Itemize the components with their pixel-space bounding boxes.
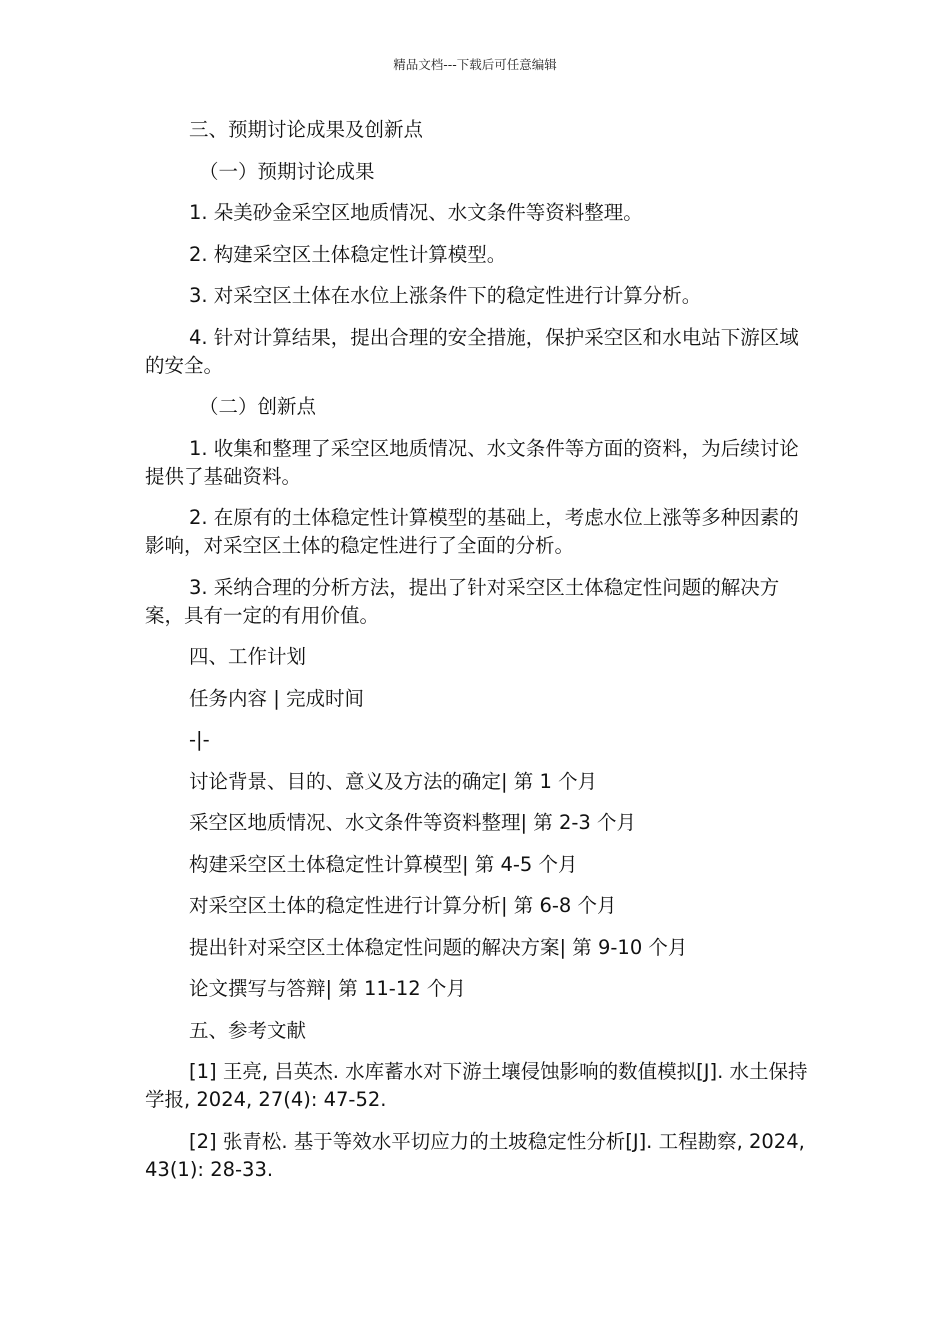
result-item-3: 3. 对采空区土体在水位上涨条件下的稳定性进行计算分析。 xyxy=(189,284,702,307)
subsection-heading-expected-results: （一）预期讨论成果 xyxy=(199,159,375,183)
section-heading-references: 五、参考文献 xyxy=(189,1018,307,1042)
innovation-item-3: 3. 采纳合理的分析方法，提出了针对采空区土体稳定性问题的解决方案，具有一定的有用价值。 xyxy=(145,575,780,627)
plan-table-separator: -|- xyxy=(189,728,210,751)
plan-table-header: 任务内容 | 完成时间 xyxy=(189,686,364,710)
result-item-1: 1. 朵美砂金采空区地质情况、水文条件等资料整理。 xyxy=(189,201,643,224)
result-item-2: 2. 构建采空区土体稳定性计算模型。 xyxy=(189,242,507,266)
plan-row-6: 论文撰写与答辩| 第 11-12 个月 xyxy=(189,977,466,1000)
section-heading-work-plan: 四、工作计划 xyxy=(189,645,307,668)
innovation-item-1: 1. 收集和整理了采空区地质情况、水文条件等方面的资料，为后续讨论提供了基础资料。 xyxy=(145,436,799,488)
plan-row-2: 采空区地质情况、水文条件等资料整理| 第 2-3 个月 xyxy=(189,811,637,834)
plan-row-5: 提出针对采空区土体稳定性问题的解决方案| 第 9-10 个月 xyxy=(189,935,688,959)
reference-item-2: [2] 张青松. 基于等效水平切应力的土坡稳定性分析[J]. 工程勘察, 2024, 43(1): 28-33. xyxy=(145,1129,805,1181)
reference-item-1: [1] 王亮, 吕英杰. 水库蓄水对下游土壤侵蚀影响的数值模拟[J]. 水土保持学报, 2024, 27(4): 47-52. xyxy=(145,1060,808,1111)
result-item-4: 4. 针对计算结果，提出合理的安全措施，保护采空区和水电站下游区域的安全。 xyxy=(145,325,799,377)
plan-row-1: 讨论背景、目的、意义及方法的确定| 第 1 个月 xyxy=(189,769,598,793)
section-heading-expected-results: 三、预期讨论成果及创新点 xyxy=(189,118,424,141)
innovation-item-2: 2. 在原有的土体稳定性计算模型的基础上，考虑水位上涨等多种因素的影响，对采空区土体的稳定性进行了全面的分析。 xyxy=(145,506,799,557)
plan-row-4: 对采空区土体的稳定性进行计算分析| 第 6-8 个月 xyxy=(189,894,617,917)
page-header: 精品文档---下载后可任意编辑 xyxy=(393,57,557,72)
document-body xyxy=(145,116,810,1184)
plan-row-3: 构建采空区土体稳定性计算模型| 第 4-5 个月 xyxy=(189,852,578,876)
subsection-heading-innovations: （二）创新点 xyxy=(199,395,317,418)
